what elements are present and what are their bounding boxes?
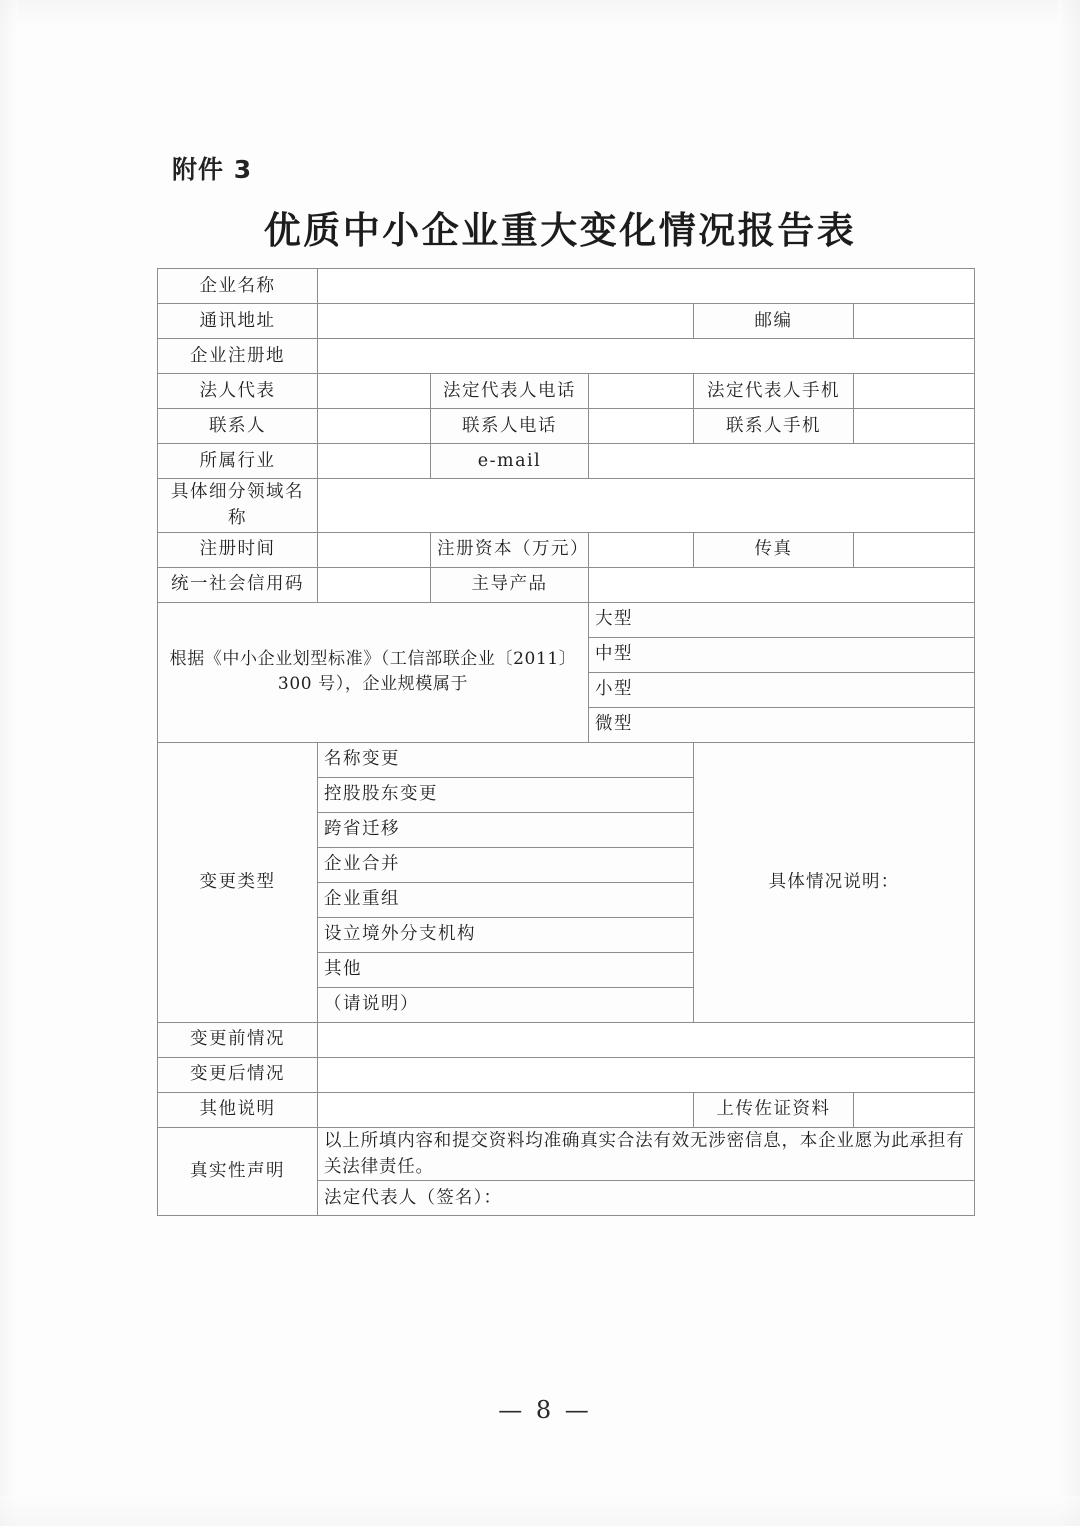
- table-row: [158, 409, 975, 444]
- main-product-label: 主导产品: [431, 567, 589, 602]
- postcode-label: 邮编: [694, 304, 854, 339]
- industry-label: 所属行业: [158, 444, 318, 479]
- postcode-field[interactable]: [854, 304, 975, 339]
- legal-rep-mobile-label: 法定代表人手机: [694, 374, 854, 409]
- change-type-other[interactable]: 其他: [318, 952, 694, 987]
- contact-phone-field[interactable]: [589, 409, 694, 444]
- contact-mobile-label: 联系人手机: [694, 409, 854, 444]
- legal-rep-phone-field[interactable]: [589, 374, 694, 409]
- upload-evidence-label[interactable]: 上传佐证资料: [694, 1092, 854, 1127]
- scale-option-large[interactable]: 大型: [589, 602, 975, 637]
- detail-note-label[interactable]: 具体情况说明：: [694, 742, 975, 1022]
- fax-field[interactable]: [854, 532, 975, 567]
- change-type-shareholder-change[interactable]: 控股股东变更: [318, 777, 694, 812]
- registered-place-field[interactable]: [318, 339, 975, 374]
- table-row: [158, 567, 975, 602]
- legal-rep-phone-label: 法定代表人电话: [431, 374, 589, 409]
- table-row: [158, 1127, 975, 1181]
- subdivision-field[interactable]: [318, 479, 975, 533]
- mailing-address-label: 通讯地址: [158, 304, 318, 339]
- table-row: [158, 374, 975, 409]
- change-type-label: 变更类型: [158, 742, 318, 1022]
- company-name-label: 企业名称: [158, 269, 318, 304]
- scale-option-medium[interactable]: 中型: [589, 637, 975, 672]
- after-change-label: 变更后情况: [158, 1057, 318, 1092]
- table-row: [158, 1022, 975, 1057]
- email-field[interactable]: [589, 444, 975, 479]
- table-row: [158, 532, 975, 567]
- table-row: [158, 304, 975, 339]
- table-row: [158, 339, 975, 374]
- contact-label: 联系人: [158, 409, 318, 444]
- table-row: [158, 742, 975, 777]
- company-name-field[interactable]: [318, 269, 975, 304]
- subdivision-label: 具体细分领域名称: [158, 479, 318, 533]
- other-note-label: 其他说明: [158, 1092, 318, 1127]
- page-title: 优质中小企业重大变化情况报告表: [263, 209, 857, 252]
- after-change-field[interactable]: [318, 1057, 975, 1092]
- mailing-address-field[interactable]: [318, 304, 694, 339]
- legal-rep-label: 法人代表: [158, 374, 318, 409]
- contact-mobile-field[interactable]: [854, 409, 975, 444]
- contact-field[interactable]: [318, 409, 431, 444]
- contact-phone-label: 联系人电话: [431, 409, 589, 444]
- register-time-field[interactable]: [318, 532, 431, 567]
- signature-field[interactable]: 法定代表人（签名）：: [318, 1181, 975, 1216]
- page-number: — 8 —: [498, 1396, 592, 1424]
- upload-evidence-field[interactable]: [854, 1092, 975, 1127]
- table-row: [158, 444, 975, 479]
- table-row: [158, 479, 975, 533]
- scan-edge-bottom: [0, 1496, 1080, 1526]
- report-form: [157, 268, 974, 1216]
- register-capital-label: 注册资本（万元）: [431, 532, 589, 567]
- scan-edge-top: [0, 0, 1080, 26]
- before-change-label: 变更前情况: [158, 1022, 318, 1057]
- credit-code-label: 统一社会信用码: [158, 567, 318, 602]
- credit-code-field[interactable]: [318, 567, 431, 602]
- other-note-field[interactable]: [318, 1092, 694, 1127]
- scale-option-micro[interactable]: 微型: [589, 707, 975, 742]
- register-time-label: 注册时间: [158, 532, 318, 567]
- legal-rep-field[interactable]: [318, 374, 431, 409]
- scale-option-small[interactable]: 小型: [589, 672, 975, 707]
- register-capital-field[interactable]: [589, 532, 694, 567]
- attachment-label: 附件 3: [172, 155, 253, 184]
- change-type-cross-province-move[interactable]: 跨省迁移: [318, 812, 694, 847]
- email-label: e-mail: [431, 444, 589, 479]
- change-type-name-change[interactable]: 名称变更: [318, 742, 694, 777]
- industry-field[interactable]: [318, 444, 431, 479]
- report-form-table: [157, 268, 975, 1216]
- main-product-field[interactable]: [589, 567, 975, 602]
- before-change-field[interactable]: [318, 1022, 975, 1057]
- authenticity-text: 以上所填内容和提交资料均准确真实合法有效无涉密信息，本企业愿为此承担有关法律责任。: [318, 1127, 975, 1181]
- scale-criteria-label: 根据《中小企业划型标准》（工信部联企业〔2011〕300 号），企业规模属于: [158, 602, 589, 742]
- change-type-restructuring[interactable]: 企业重组: [318, 882, 694, 917]
- change-type-please-specify[interactable]: （请说明）: [318, 987, 694, 1022]
- registered-place-label: 企业注册地: [158, 339, 318, 374]
- change-type-overseas-branch[interactable]: 设立境外分支机构: [318, 917, 694, 952]
- authenticity-label: 真实性声明: [158, 1127, 318, 1216]
- table-row: [158, 602, 975, 637]
- table-row: [158, 1057, 975, 1092]
- fax-label: 传真: [694, 532, 854, 567]
- change-type-merger[interactable]: 企业合并: [318, 847, 694, 882]
- table-row: [158, 1092, 975, 1127]
- legal-rep-mobile-field[interactable]: [854, 374, 975, 409]
- table-row: [158, 269, 975, 304]
